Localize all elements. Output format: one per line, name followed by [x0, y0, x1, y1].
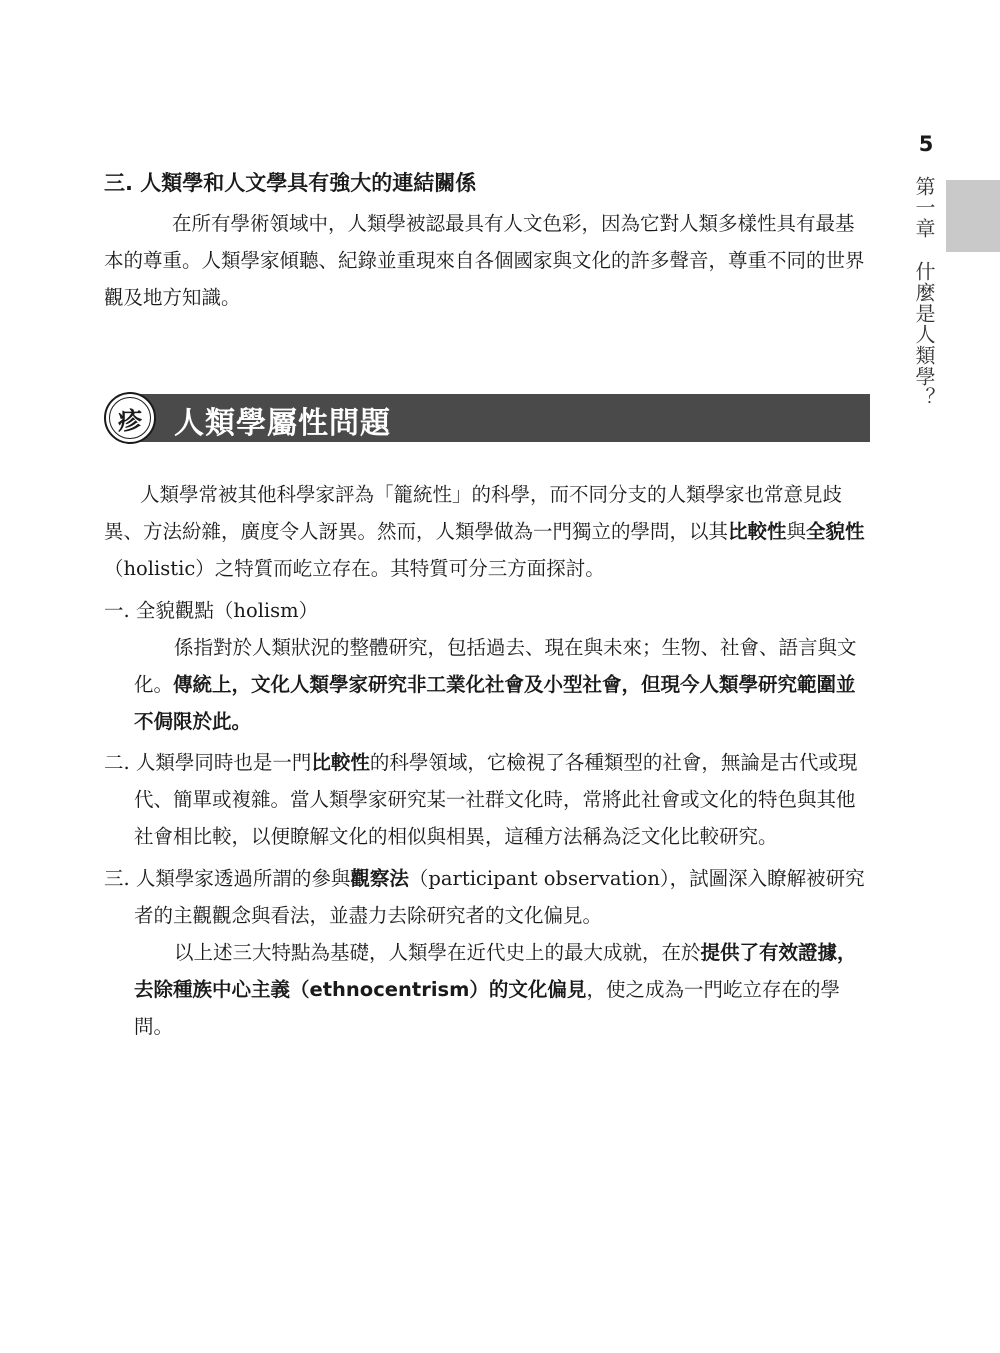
page-number: 5 [918, 132, 934, 156]
list-item-text-rest: （participant observation），試圖深入瞭解被研究者的主觀觀念與看法，並盡力去除研究者的文化偏見。 [134, 867, 865, 927]
section-header [104, 392, 870, 442]
subsection-heading: 三. 人類學和人文學具有強大的連結關係 [104, 171, 477, 195]
chapter-thumb-tab [946, 180, 1000, 252]
list-item-body [104, 860, 872, 934]
list-item-label: 一. 全貌觀點（holism） [104, 599, 319, 622]
list-item-holism [104, 592, 872, 740]
intro-text-end: （holistic）之特質而屹立存在。其特質可分三方面探討。 [104, 557, 605, 580]
list-item-comparative [104, 744, 872, 855]
section-title: 人類學屬性問題 [174, 406, 391, 441]
conclusion-text: 以上述三大特點為基礎，人類學在近代史上的最大成就，在於 [174, 941, 701, 964]
list-item-body [104, 744, 872, 855]
list-item-body [104, 629, 872, 740]
list-item-text-rest: 的科學領域，它檢視了各種類型的社會，無論是古代或現代、簡單或複雜。當人類學家研究某一社群文化時，常將此社會或文化的特色與其他社會相比較，以便瞭解文化的相似與相異，這種方法稱為泛文化比較研究。 [134, 751, 858, 848]
section-emblem-icon [104, 392, 156, 444]
section-emblem-char: 疹 [109, 397, 151, 439]
chapter-label: 第一章 [912, 176, 936, 239]
conclusion-text-end: ，使之成為一門屹立存在的學問。 [134, 978, 840, 1038]
conclusion-emphasis: 提供了有效證據，去除種族中心主義（ethnocentrism）的文化偏見 [134, 941, 857, 1001]
intro-text-joiner: 與 [786, 520, 807, 543]
intro-paragraph [104, 476, 872, 587]
list-item-participant-observation [104, 860, 872, 934]
conclusion-paragraph [104, 934, 874, 1045]
chapter-title: 什麼是人類學？ [912, 261, 936, 408]
list-item-text: 三. 人類學家透過所謂的參與 [104, 867, 351, 890]
intro-keyword-holistic: 全貌性 [806, 520, 865, 543]
list-item-text: 二. 人類學同時也是一門 [104, 751, 312, 774]
list-item-keyword: 觀察法 [350, 867, 409, 890]
subsection-paragraph: 在所有學術領域中，人類學被認最具有人文色彩，因為它對人類多樣性具有最基本的尊重。人類學家傾聽、紀錄並重現來自各個國家與文化的許多聲音，尊重不同的世界觀及地方知識。 [104, 212, 865, 309]
running-header-vertical [913, 176, 939, 408]
list-item-emphasis: 傳統上，文化人類學家研究非工業化社會及小型社會，但現今人類學研究範圍並不侷限於此。 [134, 673, 856, 733]
list-item-text: 係指對於人類狀況的整體研究，包括過去、現在與未來；生物、社會、語言與文化。 [134, 636, 857, 696]
intro-text: 人類學常被其他科學家評為「籠統性」的科學，而不同分支的人類學家也常意見歧異、方法紛雜，廣度令人訝異。然而，人類學做為一門獨立的學問，以其 [104, 483, 843, 543]
list-item-keyword: 比較性 [311, 751, 370, 774]
intro-keyword-comparative: 比較性 [728, 520, 787, 543]
